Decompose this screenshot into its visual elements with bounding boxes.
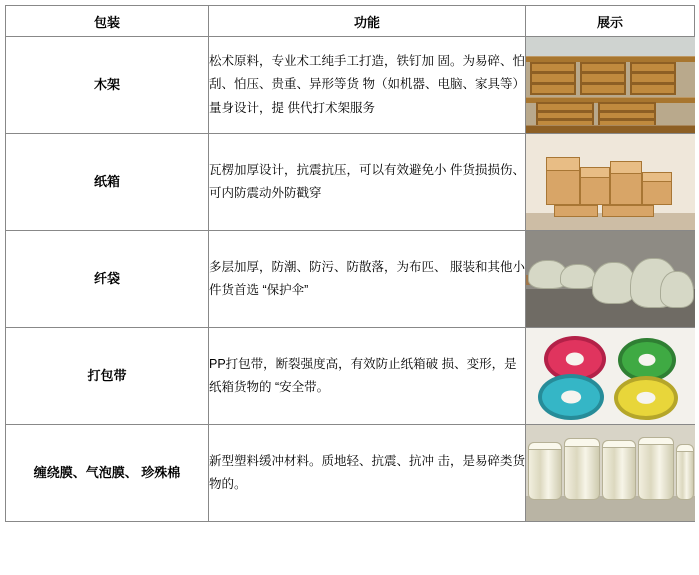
package-display-cell — [526, 328, 695, 425]
table-row — [6, 328, 695, 425]
package-display-cell — [526, 37, 695, 134]
packaging-table — [5, 5, 695, 522]
package-display-cell — [526, 134, 695, 231]
package-name-cell: 打包带 — [6, 328, 209, 425]
table-header — [6, 6, 695, 37]
wooden-crate-photo — [526, 37, 695, 133]
package-function-cell: 松术原料，专业术工纯手工打造，铁钉加 固。为易碎、怕刮、怕压、贵重、异形等货 物（如机器、电脑、家具等）量身设计，提 供代打术架服务 — [209, 37, 526, 134]
package-display-cell — [526, 231, 695, 328]
package-function-cell: 多层加厚，防潮、防污、防散落，为布匹、 服装和其他小件货首选 “保护伞” — [209, 231, 526, 328]
table-header-row — [6, 6, 695, 37]
package-function-cell: 新型塑料缓冲材料。质地轻、抗震、抗冲 击，是易碎类货物的。 — [209, 425, 526, 522]
table-row — [6, 134, 695, 231]
woven-bag-photo — [526, 231, 695, 327]
package-function-cell: 瓦楞加厚设计，抗震抗压，可以有效避免小 件货损损伤、可内防震动外防戳穿 — [209, 134, 526, 231]
package-name-cell: 纸箱 — [6, 134, 209, 231]
strapping-roll-photo — [526, 328, 695, 424]
package-name-cell: 木架 — [6, 37, 209, 134]
carton-box-photo — [526, 134, 695, 230]
package-function-cell: PP打包带，断裂强度高，有效防止纸箱破 损、变形，是纸箱货物的 “安全带。 — [209, 328, 526, 425]
document-page — [0, 5, 699, 575]
column-header-function: 功能 — [209, 6, 526, 37]
stretch-film-photo — [526, 425, 695, 521]
table-body — [6, 37, 695, 522]
column-header-package: 包装 — [6, 6, 209, 37]
table-row — [6, 37, 695, 134]
table-row — [6, 231, 695, 328]
package-name-cell: 纤袋 — [6, 231, 209, 328]
package-name-cell: 缠绕膜、气泡膜、 珍殊棉 — [6, 425, 209, 522]
package-display-cell — [526, 425, 695, 522]
table-row — [6, 425, 695, 522]
column-header-display: 展示 — [526, 6, 695, 37]
